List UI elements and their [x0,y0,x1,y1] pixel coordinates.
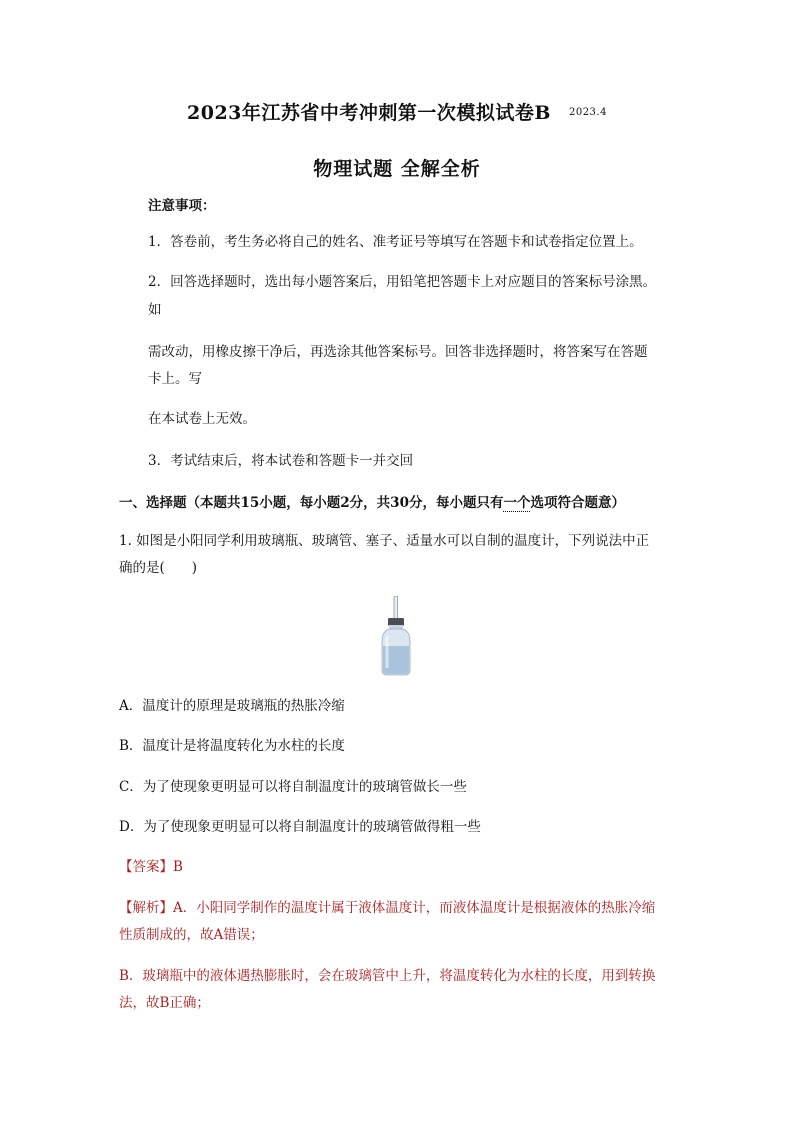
exam-subtitle: 物理试题 全解全析 [313,158,481,180]
option-a: A．温度计的原理是玻璃瓶的热胀冷缩 [119,698,345,714]
notice-item-2-line-4: 卡上。写 [148,371,202,387]
exam-date: 2023.4 [568,107,607,118]
section-heading-suffix: 选项符合题意） [530,495,625,511]
answer-label: 【答案】 [119,859,173,875]
answer-value: B [173,859,183,875]
notice-heading: 注意事项： [148,198,216,214]
notice-item-2-line-5: 在本试卷上无效。 [148,411,256,427]
question-1-stem-line-1: 1. 如图是小阳同学利用玻璃瓶、玻璃管、塞子、适量水可以自制的温度计，下列说法中正 [119,533,650,549]
section-heading [119,491,625,511]
notice-item-3: 3．考试结束后，将本试卷和答题卡一并交回 [148,453,414,469]
notice-item-1: 1．答卷前，考生务必将自己的姓名、准考证号等填写在答题卡和试卷指定位置上。 [148,234,643,250]
question-1-stem-line-2: 确的是( ) [119,560,198,576]
title-text: 2023年江苏省中考冲刺第一次模拟试卷B [187,102,551,124]
section-heading-prefix: 一、选择题（本题共15小题，每小题2分，共30分，每小题只有 [119,495,504,511]
analysis-line-1 [119,898,655,918]
analysis-text-1: A．小阳同学制作的温度计属于液体温度计，而液体温度计是根据液体的热胀冷缩 [173,900,656,916]
analysis-label: 【解析】 [119,900,173,916]
analysis-line-3: B．玻璃瓶中的液体遇热膨胀时，会在玻璃管中上升，将温度转化为水柱的长度，用到转换 [119,968,656,984]
thermometer-bottle-image [378,596,414,676]
option-b: B．温度计是将温度转化为水柱的长度 [119,738,345,754]
analysis-line-4: 法，故B正确； [119,995,210,1011]
section-heading-emphasis: 一个 [503,495,531,511]
option-d: D．为了使现象更明显可以将自制温度计的玻璃管做得粗一些 [119,819,481,835]
option-c: C．为了使现象更明显可以将自制温度计的玻璃管做长一些 [119,779,467,795]
notice-item-2-line-1: 2．回答选择题时，选出每小题答案后，用铅笔把答题卡上对应题目的答案标号涂黑。 [148,274,657,290]
answer-line [119,857,183,877]
analysis-line-2: 性质制成的，故A错误； [119,927,264,943]
notice-item-2-line-2: 如 [148,302,162,318]
notice-item-2-line-3: 需改动，用橡皮擦干净后，再选涂其他答案标号。回答非选择题时，将答案写在答题 [148,344,648,360]
exam-title [0,98,794,125]
